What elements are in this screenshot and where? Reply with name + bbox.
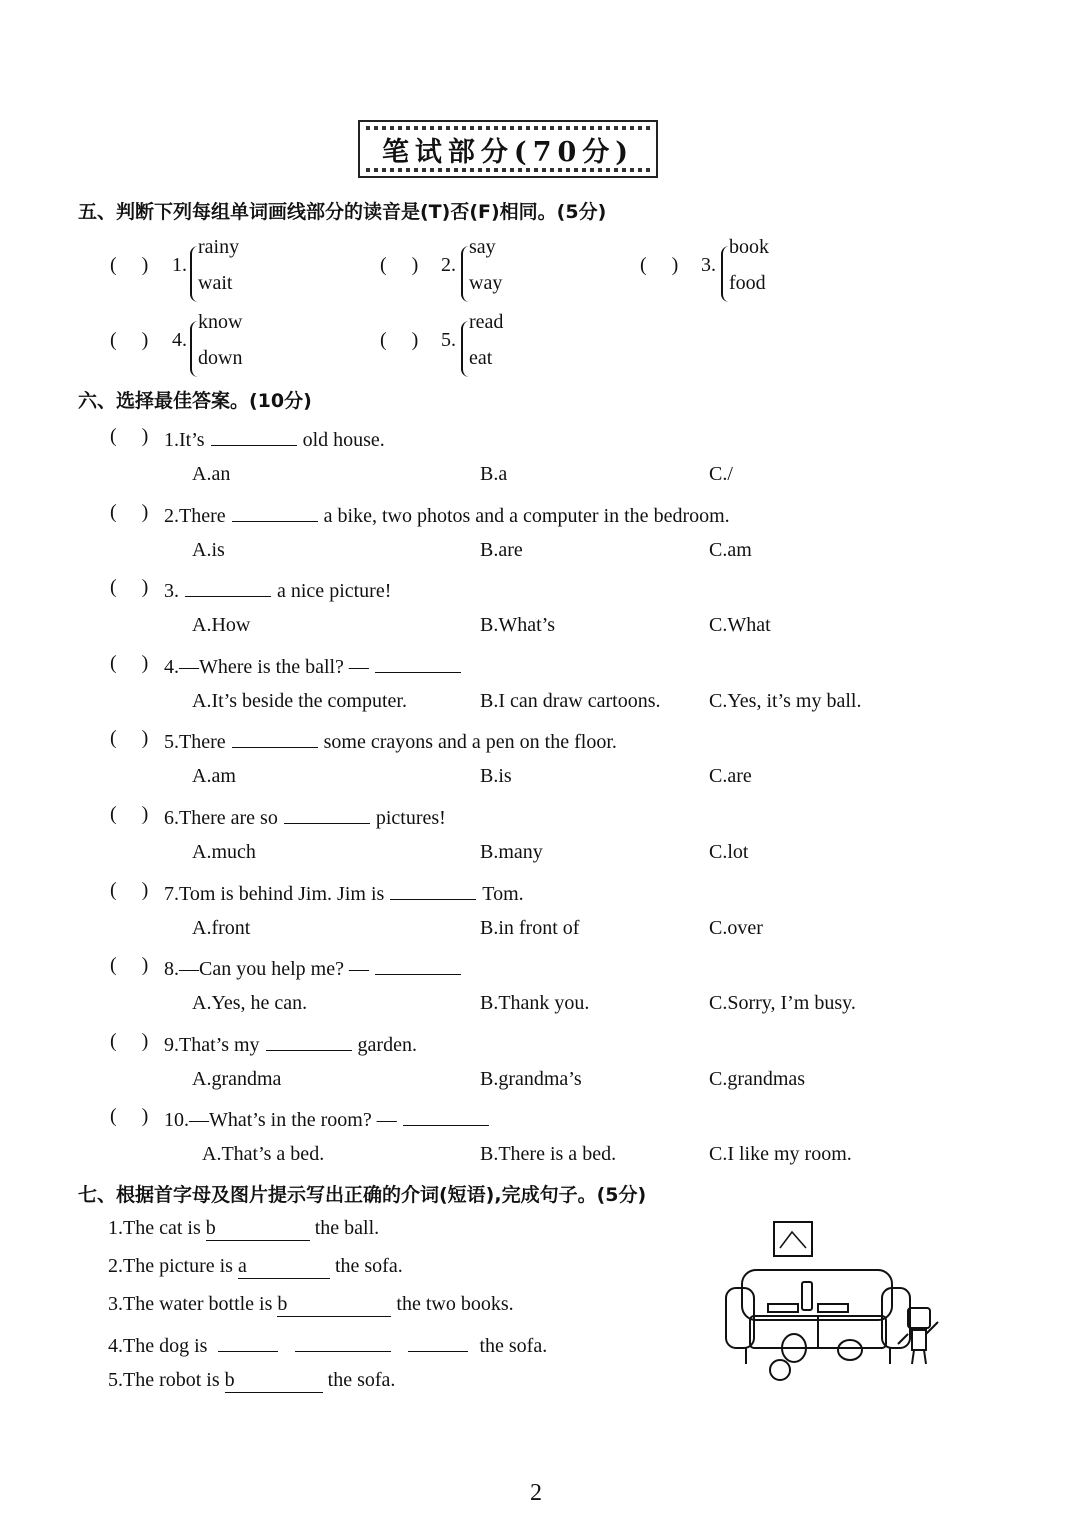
sec7-post: the sofa. (327, 1369, 396, 1391)
option-c[interactable]: C.over (709, 917, 763, 939)
answer-blank[interactable] (403, 1105, 489, 1126)
answer-blank[interactable] (390, 879, 476, 900)
answer-paren[interactable]: ( ) (110, 329, 149, 351)
ball-icon (770, 1360, 790, 1380)
option-b[interactable]: B.a (480, 463, 508, 485)
answer-paren[interactable]: ( ) (110, 1105, 149, 1127)
question-text (164, 425, 385, 452)
option-b[interactable]: B.are (480, 539, 523, 561)
option-c[interactable]: C.Yes, it’s my ball. (709, 690, 862, 712)
answer-blank[interactable] (375, 954, 461, 975)
sofa-illustration (722, 1218, 944, 1386)
option-c[interactable]: C.am (709, 539, 752, 561)
water-bottle-icon (802, 1282, 812, 1310)
sec7-pre: 4.The dog is (108, 1335, 208, 1357)
option-a[interactable]: A.an (192, 463, 231, 485)
first-letter: b (277, 1293, 288, 1315)
option-c[interactable]: C.grandmas (709, 1068, 806, 1090)
sec7-post: the ball. (314, 1217, 380, 1239)
question-part-1: 9.That’s my (164, 1034, 260, 1056)
option-a[interactable]: A.grandma (192, 1068, 282, 1090)
picture-frame-icon (774, 1222, 812, 1256)
option-c[interactable]: C.What (709, 614, 771, 636)
question-text (164, 576, 391, 603)
option-c[interactable]: C.are (709, 765, 752, 787)
sec7-item (108, 1331, 547, 1358)
sec7-pre: 2.The picture is (108, 1255, 233, 1277)
sec5-heading: 五、判断下列每组单词画线部分的读音是(T)否(F)相同。(5分) (78, 201, 607, 223)
word-2: food (729, 272, 766, 294)
answer-blank[interactable] (218, 1331, 278, 1352)
option-b[interactable]: B.grandma’s (480, 1068, 582, 1090)
question-part-1: 8.—Can you help me? — (164, 958, 369, 980)
word-2: eat (469, 347, 493, 369)
question-text (164, 879, 524, 906)
word-2: wait (198, 272, 233, 294)
option-b[interactable]: B.What’s (480, 614, 555, 636)
word-2: way (469, 272, 503, 294)
question-text (164, 1105, 495, 1132)
section-title-text: 笔试部分(70分) (381, 136, 635, 168)
sec6-heading: 六、选择最佳答案。(10分) (78, 390, 312, 412)
question-part-1: 5.There (164, 731, 226, 753)
question-part-1: 1.It’s (164, 429, 205, 451)
answer-paren[interactable]: ( ) (110, 652, 149, 674)
answer-paren[interactable]: ( ) (110, 954, 149, 976)
question-text (164, 727, 617, 754)
question-text (164, 1030, 417, 1057)
question-text (164, 652, 467, 679)
sec5-num: 4. (172, 329, 187, 351)
question-part-2: some crayons and a pen on the floor. (323, 731, 617, 753)
question-part-1: 6.There are so (164, 807, 278, 829)
option-b[interactable]: B.There is a bed. (480, 1143, 617, 1165)
option-a[interactable]: A.Yes, he can. (192, 992, 308, 1014)
answer-paren[interactable]: ( ) (380, 254, 419, 276)
option-a[interactable]: A.much (192, 841, 256, 863)
sec5-num: 5. (441, 329, 456, 351)
section-title (358, 120, 658, 178)
sec7-post: the two books. (396, 1293, 514, 1315)
question-part-1: 4.—Where is the ball? — (164, 656, 369, 678)
question-part-2: pictures! (375, 807, 446, 829)
answer-paren[interactable]: ( ) (110, 1030, 149, 1052)
question-part-2: a nice picture! (277, 580, 392, 602)
question-part-1: 2.There (164, 505, 226, 527)
option-b[interactable]: B.I can draw cartoons. (480, 690, 661, 712)
answer-paren[interactable]: ( ) (110, 803, 149, 825)
answer-paren[interactable]: ( ) (110, 879, 149, 901)
answer-paren[interactable]: ( ) (380, 329, 419, 351)
option-c[interactable]: C.lot (709, 841, 749, 863)
option-b[interactable]: B.Thank you. (480, 992, 590, 1014)
question-text (164, 954, 467, 981)
answer-paren[interactable]: ( ) (110, 254, 149, 276)
option-c[interactable]: C.Sorry, I’m busy. (709, 992, 856, 1014)
question-part-2: Tom. (482, 883, 524, 905)
sec5-num: 1. (172, 254, 187, 276)
word-2: down (198, 347, 243, 369)
answer-blank[interactable] (225, 1369, 323, 1393)
sec7-pre: 5.The robot is (108, 1369, 220, 1391)
option-b[interactable]: B.is (480, 765, 512, 787)
option-a[interactable]: A.How (192, 614, 251, 636)
question-part-2: old house. (302, 429, 385, 451)
option-a[interactable]: A.That’s a bed. (202, 1143, 325, 1165)
answer-blank[interactable] (232, 727, 318, 748)
word-1: rainy (198, 236, 240, 258)
option-a[interactable]: A.is (192, 539, 225, 561)
answer-paren[interactable]: ( ) (110, 727, 149, 749)
question-part-2: a bike, two photos and a computer in the bedroom. (323, 505, 730, 527)
sec7-post: the sofa. (334, 1255, 403, 1277)
page-number: 2 (530, 1480, 542, 1506)
first-letter: a (237, 1255, 247, 1277)
option-b[interactable]: B.in front of (480, 917, 580, 939)
sec5-num: 3. (701, 254, 716, 276)
word-1: read (469, 311, 504, 333)
question-part-1: 7.Tom is behind Jim. Jim is (164, 883, 385, 905)
answer-paren[interactable]: ( ) (110, 576, 149, 598)
option-b[interactable]: B.many (480, 841, 543, 863)
option-a[interactable]: A.am (192, 765, 236, 787)
answer-paren[interactable]: ( ) (640, 254, 679, 276)
sec7-pre: 1.The cat is (108, 1217, 201, 1239)
answer-paren[interactable]: ( ) (110, 425, 149, 447)
sec7-item (108, 1369, 395, 1393)
answer-blank[interactable] (211, 425, 297, 446)
answer-blank[interactable] (232, 501, 318, 522)
question-text (164, 501, 730, 528)
answer-blank[interactable] (277, 1293, 391, 1317)
sec7-item (108, 1255, 403, 1279)
word-1: book (729, 236, 769, 258)
first-letter: b (224, 1369, 235, 1391)
option-a[interactable]: A.It’s beside the computer. (192, 690, 407, 712)
option-c[interactable]: C.I like my room. (709, 1143, 852, 1165)
question-part-1: 10.—What’s in the room? — (164, 1109, 397, 1131)
question-part-2: garden. (357, 1034, 417, 1056)
answer-blank[interactable] (295, 1331, 391, 1352)
word-1: say (469, 236, 496, 258)
answer-blank[interactable] (408, 1331, 468, 1352)
sec7-post: the sofa. (479, 1335, 548, 1357)
sec7-heading: 七、根据首字母及图片提示写出正确的介词(短语),完成句子。(5分) (78, 1184, 647, 1206)
robot-icon (908, 1308, 930, 1328)
word-1: know (198, 311, 243, 333)
first-letter: b (205, 1217, 216, 1239)
answer-blank[interactable] (238, 1255, 330, 1279)
answer-blank[interactable] (185, 576, 271, 597)
question-text (164, 803, 446, 830)
dog-icon (838, 1340, 862, 1360)
answer-blank[interactable] (266, 1030, 352, 1051)
answer-blank[interactable] (375, 652, 461, 673)
option-a[interactable]: A.front (192, 917, 251, 939)
answer-paren[interactable]: ( ) (110, 501, 149, 523)
answer-blank[interactable] (284, 803, 370, 824)
option-c[interactable]: C./ (709, 463, 733, 485)
answer-blank[interactable] (206, 1217, 310, 1241)
sec7-item (108, 1217, 379, 1241)
sec5-num: 2. (441, 254, 456, 276)
question-part-1: 3. (164, 580, 179, 602)
sec7-item (108, 1293, 514, 1317)
sec7-pre: 3.The water bottle is (108, 1293, 273, 1315)
